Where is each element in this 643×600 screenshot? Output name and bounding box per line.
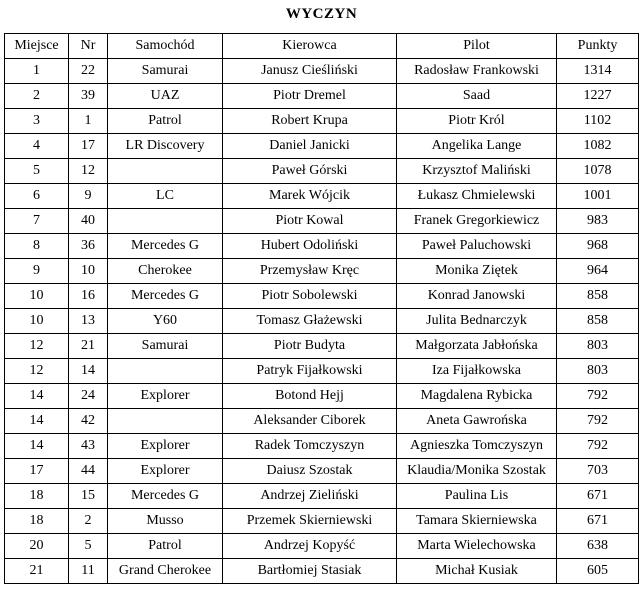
cell-punkty: 792 (557, 409, 639, 434)
cell-samochod: Mercedes G (108, 484, 223, 509)
cell-miejsce: 10 (5, 284, 69, 309)
table-row (5, 159, 639, 184)
cell-pilot: Krzysztof Maliński (397, 159, 557, 184)
cell-kierowca: Przemysław Kręc (223, 259, 397, 284)
cell-miejsce: 12 (5, 359, 69, 384)
cell-samochod: Explorer (108, 434, 223, 459)
cell-pilot: Klaudia/Monika Szostak (397, 459, 557, 484)
cell-miejsce: 18 (5, 509, 69, 534)
table-row (5, 309, 639, 334)
column-header-nr: Nr (69, 34, 108, 59)
cell-punkty: 1078 (557, 159, 639, 184)
cell-kierowca: Andrzej Kopyść (223, 534, 397, 559)
cell-pilot: Julita Bednarczyk (397, 309, 557, 334)
table-row (5, 559, 639, 584)
cell-nr: 12 (69, 159, 108, 184)
table-row (5, 359, 639, 384)
cell-pilot: Małgorzata Jabłońska (397, 334, 557, 359)
cell-punkty: 1102 (557, 109, 639, 134)
cell-punkty: 803 (557, 334, 639, 359)
cell-miejsce: 18 (5, 484, 69, 509)
cell-samochod (108, 159, 223, 184)
cell-punkty: 858 (557, 284, 639, 309)
cell-miejsce: 8 (5, 234, 69, 259)
cell-samochod: Musso (108, 509, 223, 534)
cell-samochod: LC (108, 184, 223, 209)
cell-pilot: Magdalena Rybicka (397, 384, 557, 409)
cell-kierowca: Patryk Fijałkowski (223, 359, 397, 384)
cell-kierowca: Robert Krupa (223, 109, 397, 134)
cell-nr: 44 (69, 459, 108, 484)
cell-nr: 43 (69, 434, 108, 459)
cell-nr: 17 (69, 134, 108, 159)
table-row (5, 434, 639, 459)
cell-pilot: Aneta Gawrońska (397, 409, 557, 434)
cell-samochod: Samurai (108, 334, 223, 359)
cell-kierowca: Andrzej Zieliński (223, 484, 397, 509)
column-header-miejsce: Miejsce (5, 34, 69, 59)
cell-miejsce: 7 (5, 209, 69, 234)
cell-kierowca: Janusz Cieśliński (223, 59, 397, 84)
cell-miejsce: 9 (5, 259, 69, 284)
page-title: WYCZYN (285, 6, 358, 22)
cell-pilot: Iza Fijałkowska (397, 359, 557, 384)
cell-kierowca: Bartłomiej Stasiak (223, 559, 397, 584)
cell-samochod: Explorer (108, 384, 223, 409)
cell-punkty: 792 (557, 434, 639, 459)
cell-punkty: 638 (557, 534, 639, 559)
cell-nr: 39 (69, 84, 108, 109)
cell-samochod: Grand Cherokee (108, 559, 223, 584)
cell-miejsce: 14 (5, 409, 69, 434)
cell-nr: 36 (69, 234, 108, 259)
cell-nr: 42 (69, 409, 108, 434)
cell-miejsce: 5 (5, 159, 69, 184)
cell-kierowca: Piotr Kowal (223, 209, 397, 234)
cell-kierowca: Daniel Janicki (223, 134, 397, 159)
table-row (5, 259, 639, 284)
cell-punkty: 605 (557, 559, 639, 584)
cell-pilot: Michał Kusiak (397, 559, 557, 584)
cell-punkty: 858 (557, 309, 639, 334)
cell-nr: 2 (69, 509, 108, 534)
table-row (5, 409, 639, 434)
cell-kierowca: Piotr Dremel (223, 84, 397, 109)
cell-punkty: 1227 (557, 84, 639, 109)
table-row (5, 109, 639, 134)
table-row (5, 534, 639, 559)
cell-punkty: 792 (557, 384, 639, 409)
cell-kierowca: Piotr Budyta (223, 334, 397, 359)
cell-kierowca: Radek Tomczyszyn (223, 434, 397, 459)
cell-nr: 24 (69, 384, 108, 409)
cell-kierowca: Tomasz Głażewski (223, 309, 397, 334)
results-table (4, 33, 639, 584)
cell-samochod: Explorer (108, 459, 223, 484)
cell-pilot: Tamara Skierniewska (397, 509, 557, 534)
table-row (5, 484, 639, 509)
cell-samochod: Cherokee (108, 259, 223, 284)
table-row (5, 134, 639, 159)
column-header-samochod: Samochód (108, 34, 223, 59)
cell-samochod: UAZ (108, 84, 223, 109)
table-row (5, 184, 639, 209)
cell-kierowca: Hubert Odoliński (223, 234, 397, 259)
cell-kierowca: Paweł Górski (223, 159, 397, 184)
cell-nr: 10 (69, 259, 108, 284)
cell-nr: 15 (69, 484, 108, 509)
cell-samochod (108, 409, 223, 434)
cell-nr: 5 (69, 534, 108, 559)
table-row (5, 384, 639, 409)
cell-nr: 9 (69, 184, 108, 209)
cell-pilot: Monika Ziętek (397, 259, 557, 284)
cell-punkty: 968 (557, 234, 639, 259)
cell-pilot: Franek Gregorkiewicz (397, 209, 557, 234)
table-row (5, 509, 639, 534)
results-body (5, 59, 639, 584)
cell-samochod (108, 359, 223, 384)
cell-miejsce: 10 (5, 309, 69, 334)
cell-pilot: Łukasz Chmielewski (397, 184, 557, 209)
cell-kierowca: Piotr Sobolewski (223, 284, 397, 309)
cell-nr: 40 (69, 209, 108, 234)
cell-kierowca: Daiusz Szostak (223, 459, 397, 484)
cell-punkty: 671 (557, 509, 639, 534)
table-row (5, 459, 639, 484)
cell-pilot: Marta Wielechowska (397, 534, 557, 559)
cell-pilot: Piotr Król (397, 109, 557, 134)
cell-miejsce: 4 (5, 134, 69, 159)
cell-pilot: Agnieszka Tomczyszyn (397, 434, 557, 459)
cell-miejsce: 17 (5, 459, 69, 484)
cell-kierowca: Marek Wójcik (223, 184, 397, 209)
cell-pilot: Saad (397, 84, 557, 109)
cell-nr: 11 (69, 559, 108, 584)
cell-pilot: Angelika Lange (397, 134, 557, 159)
cell-punkty: 803 (557, 359, 639, 384)
column-header-kierowca: Kierowca (223, 34, 397, 59)
cell-samochod (108, 209, 223, 234)
cell-nr: 22 (69, 59, 108, 84)
cell-miejsce: 6 (5, 184, 69, 209)
cell-samochod: Patrol (108, 109, 223, 134)
cell-samochod: Samurai (108, 59, 223, 84)
cell-nr: 14 (69, 359, 108, 384)
cell-pilot: Paweł Paluchowski (397, 234, 557, 259)
cell-miejsce: 3 (5, 109, 69, 134)
cell-pilot: Konrad Janowski (397, 284, 557, 309)
table-row (5, 334, 639, 359)
cell-samochod: LR Discovery (108, 134, 223, 159)
cell-miejsce: 14 (5, 434, 69, 459)
cell-punkty: 703 (557, 459, 639, 484)
cell-miejsce: 1 (5, 59, 69, 84)
table-row (5, 209, 639, 234)
table-row (5, 284, 639, 309)
cell-nr: 1 (69, 109, 108, 134)
cell-punkty: 1314 (557, 59, 639, 84)
table-row (5, 84, 639, 109)
cell-punkty: 983 (557, 209, 639, 234)
cell-nr: 16 (69, 284, 108, 309)
cell-nr: 21 (69, 334, 108, 359)
cell-kierowca: Botond Hejj (223, 384, 397, 409)
cell-punkty: 964 (557, 259, 639, 284)
cell-miejsce: 12 (5, 334, 69, 359)
header-row (5, 34, 639, 59)
cell-miejsce: 21 (5, 559, 69, 584)
cell-miejsce: 14 (5, 384, 69, 409)
cell-kierowca: Przemek Skierniewski (223, 509, 397, 534)
table-row (5, 59, 639, 84)
cell-samochod: Mercedes G (108, 284, 223, 309)
cell-nr: 13 (69, 309, 108, 334)
cell-samochod: Y60 (108, 309, 223, 334)
cell-punkty: 1001 (557, 184, 639, 209)
cell-samochod: Patrol (108, 534, 223, 559)
column-header-pilot: Pilot (397, 34, 557, 59)
column-header-punkty: Punkty (557, 34, 639, 59)
table-row (5, 234, 639, 259)
cell-kierowca: Aleksander Ciborek (223, 409, 397, 434)
cell-miejsce: 20 (5, 534, 69, 559)
cell-pilot: Paulina Lis (397, 484, 557, 509)
cell-punkty: 1082 (557, 134, 639, 159)
cell-pilot: Radosław Frankowski (397, 59, 557, 84)
cell-miejsce: 2 (5, 84, 69, 109)
cell-punkty: 671 (557, 484, 639, 509)
cell-samochod: Mercedes G (108, 234, 223, 259)
